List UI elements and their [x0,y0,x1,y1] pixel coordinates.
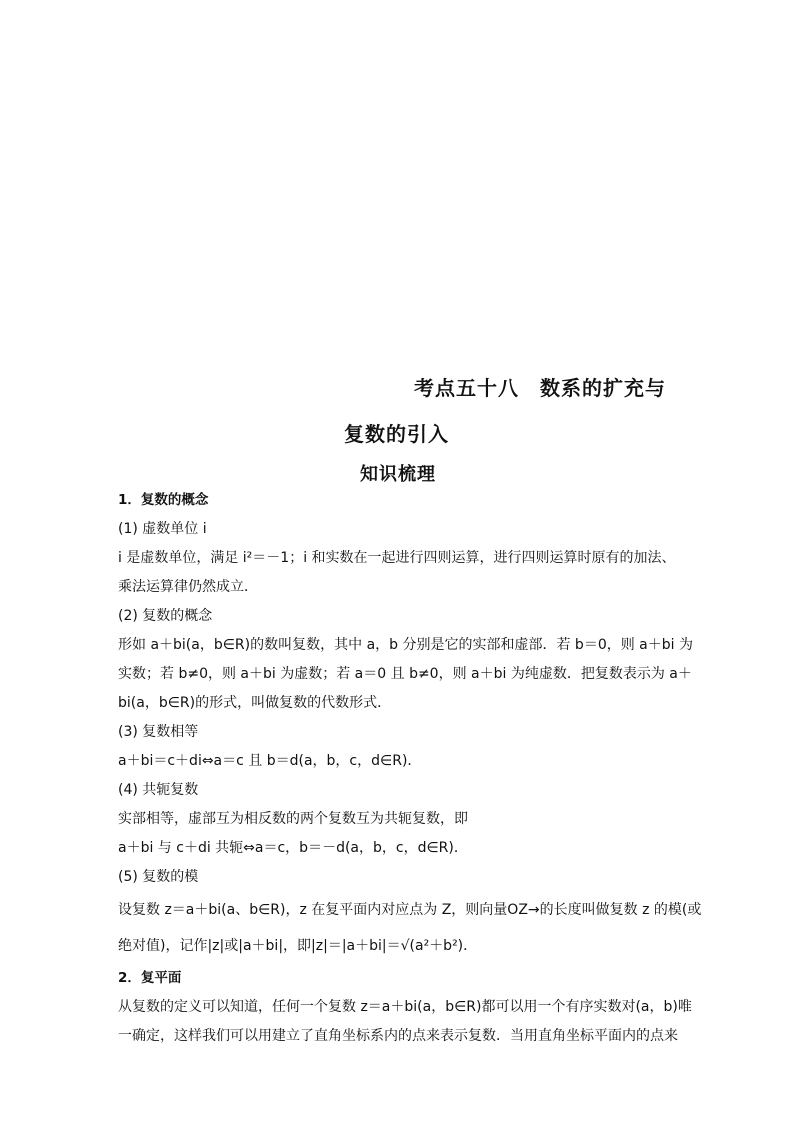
paragraph-line: 乘法运算律仍然成立． [118,579,258,595]
paragraph-line: bi(a，b∈R)的形式，叫做复数的代数形式． [118,695,392,711]
paragraph-line: 实数；若 b≠0，则 a＋bi 为虚数；若 a＝0 且 b≠0，则 a＋bi 为纯虚数．把复数表示为 a＋ [118,666,692,682]
subsection-heading: (3) 复数相等 [118,724,199,740]
paragraph-line: 绝对值)，记作|z|或|a＋bi|，即|z|＝|a＋bi|＝√(a²＋b²)． [118,938,478,954]
section-subtitle: 知识梳理 [360,464,436,485]
paragraph-line: i 是虚数单位，满足 i²＝－1；i 和实数在一起进行四则运算，进行四则运算时原有的加法、 [118,550,676,566]
section-heading: 2．复平面 [118,970,182,986]
subsection-heading: (4) 共轭复数 [118,782,199,798]
document-body [118,486,702,1051]
paragraph-line: 设复数 z＝a＋bi(a、b∈R)，z 在复平面内对应点为 Z，则向量OZ→的长度叫做复数 z 的模(或 [118,902,702,918]
subsection-heading: (2) 复数的概念 [118,608,213,624]
paragraph-line: a＋bi＝c＋di⇔a＝c 且 b＝d(a，b，c，d∈R)． [118,753,422,769]
section-heading: 1．复数的概念 [118,492,209,508]
page-title-line1: 考点五十八 数系的扩充与 [414,376,666,400]
subsection-heading: (1) 虚数单位 i [118,521,207,537]
paragraph-line: 实部相等，虚部互为相反数的两个复数互为共轭复数，即 [118,811,468,827]
paragraph-line: 一确定，这样我们可以用建立了直角坐标系内的点来表示复数．当用直角坐标平面内的点来 [118,1028,678,1044]
paragraph-line: 形如 a＋bi(a，b∈R)的数叫复数，其中 a，b 分别是它的实部和虚部．若 b＝0，则 a＋bi 为 [118,637,693,653]
subsection-heading: (5) 复数的模 [118,869,199,885]
page-title-line2: 复数的引入 [344,422,449,446]
paragraph-line: a＋bi 与 c＋di 共轭⇔a＝c，b＝－d(a，b，c，d∈R)． [118,840,468,856]
paragraph-line: 从复数的定义可以知道，任何一个复数 z＝a＋bi(a，b∈R)都可以用一个有序实数对(a，b)唯 [118,999,692,1015]
